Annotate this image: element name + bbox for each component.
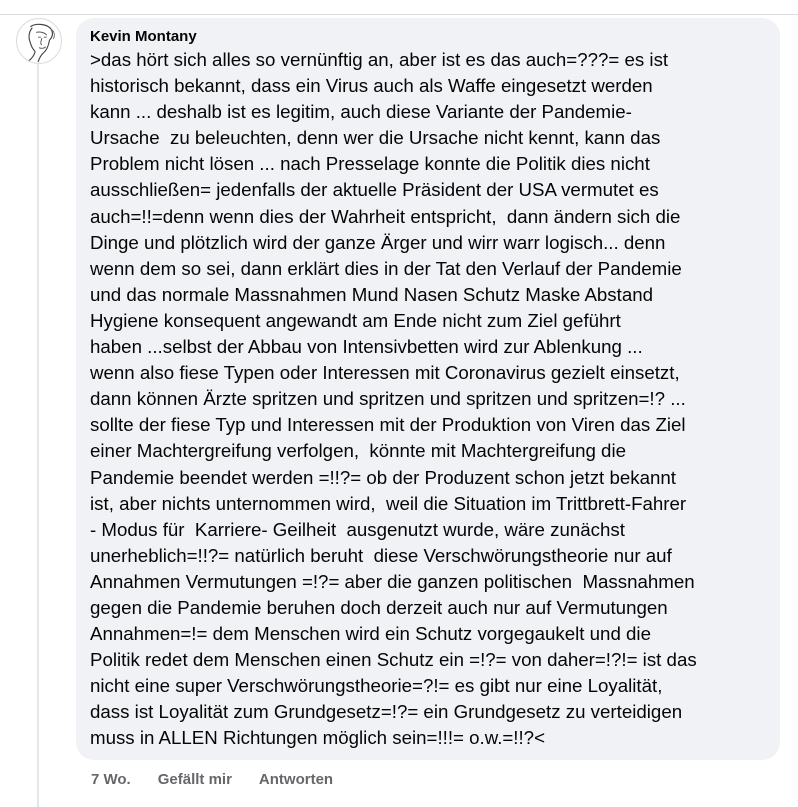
top-divider (0, 14, 798, 15)
comment-line: historisch bekannt, dass ein Virus auch als Waffe eingesetzt werden (90, 75, 653, 97)
comment-line: >das hört sich alles so vernünftig an, aber ist es das auch=???= es ist (90, 49, 669, 70)
comment-line: dann können Ärzte spritzen und spritzen und spritzen und spritzen=!? ... (90, 388, 686, 410)
comment-line: ist, aber nichts unternommen wird, weil die Situation im Trittbrett-Fahrer (90, 492, 687, 514)
comment-line: dass ist Loyalität zum Grundgesetz=!?= ein Grundgesetz zu verteidigen (90, 701, 683, 723)
comment-line: Politik redet dem Menschen einen Schutz ein =!?= von daher=!?!= ist das (90, 649, 697, 671)
comment-line: Annahmen Vermutungen =!?= aber die ganzen politischen Massnahmen (90, 570, 695, 592)
comment-line: Dinge und plötzlich wird der ganze Ärger und wirr warr logisch... denn (90, 231, 666, 253)
comment-line: Pandemie beendet werden =!!?= ob der Produzent schon jetzt bekannt (90, 466, 676, 488)
comment-actions (91, 771, 333, 789)
comment-line: Annahmen=!= dem Menschen wird ein Schutz vorgegaukelt und die (90, 623, 651, 645)
avatar[interactable] (16, 18, 62, 64)
comment-bubble (76, 18, 780, 760)
comment-line: wenn dem so sei, dann erklärt dies in der Tat den Verlauf der Pandemie (90, 257, 682, 279)
comment-line: sollte der fiese Typ und Interessen mit der Produktion von Viren das Ziel (90, 414, 686, 436)
comment-line: haben ...selbst der Abbau von Intensivbetten wird zur Ablenkung ... (90, 336, 643, 358)
comment-text (90, 47, 766, 752)
thread-line (37, 64, 39, 807)
like-button[interactable]: Gefällt mir (157, 771, 232, 788)
comment-line: nicht eine super Verschwörungstheorie=?!= es gibt nur eine Loyalität, (90, 675, 663, 697)
comment-line: unerheblich=!!?= natürlich beruht diese Verschwörungstheorie nur auf (90, 544, 672, 566)
comment-line: - Modus für Karriere- Geilheit ausgenutzt wurde, wäre zunächst (90, 518, 625, 540)
comment-line: kann ... deshalb ist es legitim, auch diese Variante der Pandemie- (90, 101, 632, 123)
comment-line: ausschließen= jedenfalls der aktuelle Präsident der USA vermutet es (90, 179, 659, 201)
sketch-face-avatar-icon (17, 19, 61, 63)
comment-line: Ursache zu beleuchten, denn wer die Ursache nicht kennt, kann das (90, 127, 661, 149)
comment-line: und das normale Massnahmen Mund Nasen Schutz Maske Abstand (90, 283, 654, 305)
comment-author[interactable]: Kevin Montany (90, 28, 197, 45)
comment-line: Hygiene konsequent angewandt am Ende nicht zum Ziel geführt (90, 309, 621, 331)
comment-line: gegen die Pandemie beruhen doch derzeit auch nur auf Vermutungen (90, 596, 668, 618)
comment-line: muss in ALLEN Richtungen möglich sein=!!!= o.w.=!!?< (90, 727, 545, 749)
comment-line: Problem nicht lösen ... nach Presselage konnte die Politik dies nicht (90, 153, 650, 175)
comment-line: einer Machtergreifung verfolgen, könnte mit Machtergreifung die (90, 440, 626, 462)
comment-line: wenn also fiese Typen oder Interessen mit Coronavirus gezielt einsetzt, (90, 362, 680, 384)
comment-timestamp[interactable]: 7 Wo. (91, 771, 131, 788)
reply-button[interactable]: Antworten (258, 771, 334, 788)
comment-line: auch=!!=denn wenn dies der Wahrheit entspricht, dann ändern sich die (90, 205, 681, 227)
